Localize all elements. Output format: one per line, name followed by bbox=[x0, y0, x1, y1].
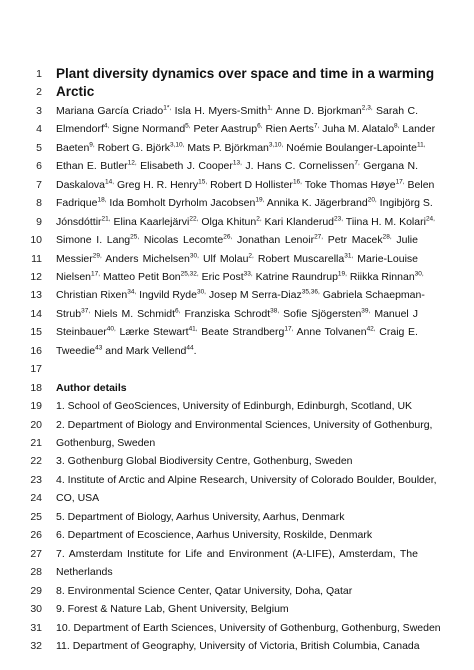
line-text: 2. Department of Biology and Environmental Sciences, University of Gothenburg, bbox=[56, 418, 433, 431]
line-number: 13 bbox=[30, 289, 42, 302]
affiliation-marker: 23, bbox=[334, 215, 344, 223]
affiliation-marker: 9, bbox=[89, 141, 95, 149]
manuscript-line bbox=[0, 102, 474, 120]
line-number: 30 bbox=[30, 603, 42, 616]
manuscript-line bbox=[0, 582, 474, 600]
affiliation-marker: 44 bbox=[186, 344, 194, 352]
manuscript-line bbox=[0, 194, 474, 212]
affiliation-marker: 39, bbox=[361, 307, 371, 315]
manuscript-line bbox=[0, 508, 474, 526]
affiliation-marker: 38, bbox=[270, 307, 280, 315]
manuscript-line bbox=[0, 637, 474, 655]
affiliation-marker: 43 bbox=[95, 344, 103, 352]
line-number: 9 bbox=[36, 215, 42, 228]
manuscript-line bbox=[0, 176, 474, 194]
line-number: 19 bbox=[30, 400, 42, 413]
affiliation-marker: 15, bbox=[198, 178, 208, 186]
line-text: Tweedie$^{43}$ and Mark Vellend$^{44}$. bbox=[56, 344, 197, 357]
manuscript-line bbox=[0, 65, 474, 83]
line-number: 27 bbox=[30, 547, 42, 560]
line-text: Daskalova$^{14,}$ Greg H. R. Henry$^{15,}$ Robert D Hollister$^{16,}$ Toke Thomas Høye$^{17,}$ Belen bbox=[56, 178, 435, 191]
affiliation-marker: 3,10, bbox=[169, 141, 185, 149]
affiliation-marker: 33, bbox=[243, 270, 253, 278]
manuscript-line bbox=[0, 397, 474, 415]
line-text: 5. Department of Biology, Aarhus University, Aarhus, Denmark bbox=[56, 510, 345, 523]
line-number: 23 bbox=[30, 473, 42, 486]
affiliation-marker: 13, bbox=[232, 159, 242, 167]
manuscript-line bbox=[0, 305, 474, 323]
manuscript-line bbox=[0, 120, 474, 138]
affiliation-marker: 3,10, bbox=[268, 141, 284, 149]
paper-title-line: Arctic bbox=[56, 84, 95, 100]
affiliation-marker: 42, bbox=[366, 325, 376, 333]
line-number: 16 bbox=[30, 344, 42, 357]
line-number: 7 bbox=[36, 178, 42, 191]
affiliation-marker: 27, bbox=[314, 233, 324, 241]
affiliation-marker: 19, bbox=[255, 196, 265, 204]
affiliation-marker: 7, bbox=[313, 122, 320, 130]
line-text: Messier$^{29,}$ Anders Michelsen$^{30,}$ Ulf Molau$^{2,}$ Robert Muscarella$^{31,}$ Marie-Louise bbox=[56, 252, 418, 265]
line-number: 26 bbox=[30, 529, 42, 542]
line-text: Jónsdóttir$^{21,}$ Elina Kaarlejärvi$^{22,}$ Olga Khitun$^{2,}$ Kari Klanderud$^{23,}$ Tiina H. M. Kolari$^{24,}$ bbox=[56, 215, 435, 228]
manuscript-line bbox=[0, 83, 474, 101]
line-text: Netherlands bbox=[56, 566, 113, 579]
affiliation-marker: 6, bbox=[175, 307, 181, 315]
line-text: Baeten$^{9,}$ Robert G. Björk$^{3,10,}$ Mats P. Björkman$^{3,10,}$ Noémie Boulanger-Lapointe$^{11,}$ bbox=[56, 141, 426, 154]
manuscript-line bbox=[0, 360, 474, 378]
affiliation-marker: 5, bbox=[185, 122, 191, 130]
manuscript-line bbox=[0, 250, 474, 268]
line-number: 31 bbox=[30, 621, 42, 634]
affiliation-marker: 16, bbox=[292, 178, 302, 186]
line-number: 12 bbox=[30, 270, 42, 283]
affiliation-marker: 12, bbox=[127, 159, 137, 167]
line-text: 8. Environmental Science Center, Qatar University, Doha, Qatar bbox=[56, 584, 353, 597]
line-number: 15 bbox=[30, 326, 42, 339]
affiliation-marker: 25,32, bbox=[180, 270, 199, 278]
line-text: 3. Gothenburg Global Biodiversity Centre, Gothenburg, Sweden bbox=[56, 455, 353, 468]
affiliation-marker: 41, bbox=[188, 325, 198, 333]
affiliation-marker: 22, bbox=[189, 215, 199, 223]
manuscript-line bbox=[0, 379, 474, 397]
affiliation-marker: 40, bbox=[106, 325, 116, 333]
affiliation-marker: 29, bbox=[92, 252, 102, 259]
affiliation-marker: 30, bbox=[196, 288, 206, 296]
affiliation-marker: 30, bbox=[414, 270, 424, 278]
affiliation-marker: 17, bbox=[284, 325, 294, 333]
line-number: 18 bbox=[30, 381, 42, 394]
manuscript-line bbox=[0, 213, 474, 231]
line-number: 10 bbox=[30, 234, 42, 247]
line-text: Gothenburg, Sweden bbox=[56, 437, 156, 449]
line-number: 4 bbox=[36, 123, 42, 136]
affiliation-marker: 24, bbox=[425, 215, 435, 223]
affiliation-marker: 4, bbox=[103, 122, 110, 130]
manuscript-line bbox=[0, 268, 474, 286]
affiliation-marker: 2,3, bbox=[361, 104, 373, 112]
line-number: 8 bbox=[36, 197, 42, 210]
manuscript-line bbox=[0, 452, 474, 470]
manuscript-line bbox=[0, 563, 474, 581]
line-text: 11. Department of Geography, University of Victoria, British Columbia, Canada bbox=[56, 639, 420, 652]
manuscript-line bbox=[0, 600, 474, 618]
line-text: 10. Department of Earth Sciences, University of Gothenburg, Gothenburg, Sweden bbox=[56, 621, 441, 634]
affiliation-marker: 6, bbox=[257, 122, 263, 130]
line-text: 9. Forest & Nature Lab, Ghent University, Belgium bbox=[56, 603, 289, 616]
manuscript-line bbox=[0, 434, 474, 452]
line-text: Steinbauer$^{40,}$ Lærke Stewart$^{41,}$ Beate Strandberg$^{17,}$ Anne Tolvanen$^{42,}$ Craig E. bbox=[56, 325, 418, 339]
affiliation-marker: 28, bbox=[382, 233, 392, 241]
manuscript-line bbox=[0, 619, 474, 637]
manuscript-line bbox=[0, 342, 474, 360]
line-number: 22 bbox=[30, 455, 42, 468]
manuscript-line bbox=[0, 157, 474, 175]
line-text: Christian Rixen$^{34,}$ Ingvild Ryde$^{30,}$ Josep M Serra-Diaz$^{35,36,}$ Gabriela Schaepman- bbox=[56, 288, 425, 302]
line-text: CO, USA bbox=[56, 492, 100, 505]
manuscript-line bbox=[0, 526, 474, 544]
line-text: 6. Department of Ecoscience, Aarhus University, Roskilde, Denmark bbox=[56, 529, 373, 542]
line-number: 20 bbox=[30, 418, 42, 431]
affiliation-marker: 11, bbox=[417, 141, 426, 149]
line-number: 1 bbox=[36, 68, 42, 80]
line-text: Fadrique$^{18,}$ Ida Bomholt Dyrholm Jacobsen$^{19,}$ Annika K. Jägerbrand$^{20,}$ Ingibjörg S. bbox=[56, 196, 433, 210]
affiliation-marker: 18, bbox=[97, 196, 107, 204]
line-number: 24 bbox=[30, 492, 42, 505]
section-heading: Author details bbox=[56, 381, 127, 394]
manuscript-line bbox=[0, 416, 474, 434]
line-number: 21 bbox=[30, 437, 42, 449]
line-text: Strub$^{37,}$ Niels M. Schmidt$^{6,}$ Franziska Schrodt$^{38,}$ Sofie Sjögersten$^{39,}$ Manuel J bbox=[56, 307, 418, 320]
line-text: Mariana García Criado$^{1*,}$ Isla H. Myers-Smith$^{1,}$ Anne D. Bjorkman$^{2,3,}$ Sarah C. bbox=[56, 104, 419, 117]
affiliation-marker: 1, bbox=[267, 104, 273, 112]
manuscript-line bbox=[0, 139, 474, 157]
line-text: Nielsen$^{17,}$ Matteo Petit Bon$^{25,32,}$ Eric Post$^{33,}$ Katrine Raundrup$^{19,}$ Riikka Rinnan$^{30,}$ bbox=[56, 270, 424, 283]
affiliation-marker: 31, bbox=[344, 252, 354, 259]
line-number: 5 bbox=[36, 141, 42, 154]
affiliation-marker: 30, bbox=[189, 252, 199, 259]
affiliation-marker: 37, bbox=[81, 307, 91, 315]
affiliation-marker: 20, bbox=[367, 196, 377, 204]
line-number: 11 bbox=[31, 252, 42, 265]
affiliation-marker: 8, bbox=[394, 122, 400, 130]
affiliation-marker: 26, bbox=[223, 233, 233, 241]
line-text: Elmendorf$^{4,}$ Signe Normand$^{5,}$ Peter Aastrup$^{6,}$ Rien Aerts$^{7,}$ Juha M. Alatalo$^{8,}$ Lander bbox=[56, 122, 436, 136]
manuscript-line bbox=[0, 286, 474, 304]
line-number: 25 bbox=[30, 510, 42, 523]
paper-title-line: Plant diversity dynamics over space and time in a warming bbox=[56, 66, 435, 81]
affiliation-marker: 35,36, bbox=[301, 288, 320, 296]
affiliation-marker: 19, bbox=[337, 270, 347, 278]
affiliation-marker: 21, bbox=[101, 215, 111, 223]
line-number: 28 bbox=[30, 566, 42, 579]
line-number: 14 bbox=[30, 307, 42, 320]
affiliation-marker: 14, bbox=[105, 178, 115, 186]
affiliation-marker: 7, bbox=[354, 159, 360, 167]
line-number: 17 bbox=[30, 363, 42, 376]
affiliation-marker: 25, bbox=[130, 233, 140, 241]
affiliation-marker: 17, bbox=[395, 178, 405, 186]
line-text: 1. School of GeoSciences, University of Edinburgh, Edinburgh, Scotland, UK bbox=[56, 400, 413, 413]
line-number: 6 bbox=[36, 160, 42, 173]
line-number: 32 bbox=[30, 639, 42, 652]
manuscript-line bbox=[0, 545, 474, 563]
line-text: 4. Institute of Arctic and Alpine Research, University of Colorado Boulder, Boulder, bbox=[56, 473, 437, 486]
affiliation-marker: 17, bbox=[91, 270, 101, 278]
line-text: Simone I. Lang$^{25,}$ Nicolas Lecomte$^{26,}$ Jonathan Lenoir$^{27,}$ Petr Macek$^{28,}$ Julie bbox=[56, 233, 418, 247]
affiliation-marker: 2, bbox=[256, 215, 262, 223]
affiliation-marker: 1*, bbox=[163, 104, 172, 112]
line-number: 2 bbox=[36, 86, 42, 99]
affiliation-marker: 34, bbox=[127, 288, 137, 296]
line-text: Ethan E. Butler$^{12,}$ Elisabeth J. Cooper$^{13,}$ J. Hans C. Cornelissen$^{7,}$ Gergana N. bbox=[56, 159, 419, 173]
manuscript-line bbox=[0, 323, 474, 341]
line-number: 29 bbox=[30, 584, 42, 597]
affiliation-marker: 2, bbox=[248, 252, 254, 259]
manuscript-line bbox=[0, 231, 474, 249]
manuscript-line bbox=[0, 471, 474, 489]
manuscript-line bbox=[0, 489, 474, 507]
line-text: 7. Amsterdam Institute for Life and Environment (A-LIFE), Amsterdam, The bbox=[56, 547, 418, 560]
line-number: 3 bbox=[36, 104, 42, 117]
